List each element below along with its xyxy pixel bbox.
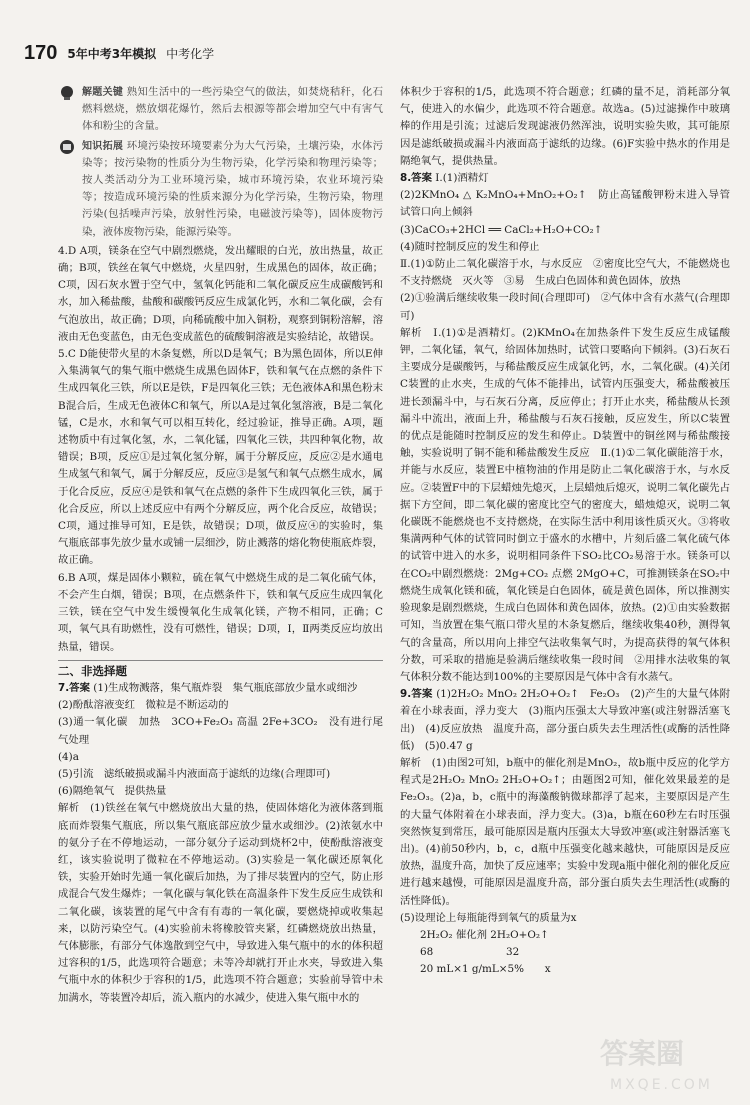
q8-part5: Ⅱ.(1)①防止二氧化碳溶于水，与水反应 ②密度比空气大，不能燃烧也不支持燃烧 灭火等 ③易 生成白色固体和黄色固体，放热	[400, 258, 730, 288]
q9-part5: (5)设理论上每瓶能得到氧气的质量为x	[400, 911, 577, 924]
tip-text: 熟知生活中的一些污染空气的做法，如焚烧秸秆，化石燃料燃烧，燃放烟花爆竹，然后去根源等都会增加空气中有害气体和粉尘的含量。	[82, 86, 383, 133]
section-title: 二、非选择题	[58, 660, 383, 680]
q7-part3: (3)通一氧化碳 加热 3CO+Fe₂O₃ 高温 2Fe+3CO₂ 没有进行尾气处理	[58, 716, 383, 746]
q9-mass-ratio: 68 32	[420, 946, 520, 959]
watermark-logo	[592, 1029, 742, 1099]
q8-part6: (2)①验满后继续收集一段时间(合理即可) ②气体中含有水蒸气(合理即可)	[400, 292, 730, 322]
answer-q5: 5.C D能使带火星的木条复燃，所以D是氧气；B为黑色固体，所以E伸入集满氧气的集气瓶中燃烧生成黑色固体F，铁和氧气在点燃的条件下生成四氧化三铁，所以E是铁，F是四氧化三铁；无色液体A和黑色粉末B混合后，生成无色液体C和氧气，所以A是过氧化氢溶液，B是二氧化锰，C是水，水和氧气可以相互转化，经过验证，推导正确。A项，题述物质中有过氧化氢，水，二氧化锰，四氧化三铁，共四种氧化物，故错误；B项，反应①是过氧化氢分解，属于分解反应，反应②是水通电生成氢气和氧气，属于分解反应，反应③是氢气和氧气点燃生成水，属于化合反应，反应④是铁和氧气在点燃的条件下生成四氧化三铁，属于化合反应，所以上述反应中有两个分解反应，两个化合反应，故错误；C项，通过推导可知，E是铁，故错误；D项，做反应④的实验时，集气瓶底部事先放少量水或铺一层细沙，防止溅落的熔化物使瓶底炸裂，故正确。	[58, 348, 383, 567]
q7-analysis-continued: 体积少于容积的1/5，此选项不符合题意；红磷的量不足，消耗部分氧气，使进入的水偏少，此选项不符合题意。故选a。(5)过滤操作中玻璃棒的作用是引流；过滤后发现滤液仍然浑浊，说明实验失败，其可能原因是滤纸破损或漏斗内液面高于滤纸的边缘。(6)F实验中热水的作用是隔绝氧气，提供热量。	[400, 86, 730, 167]
q7-label: 7.答案	[58, 681, 90, 694]
tip-label: 解题关键	[82, 87, 124, 98]
left-column	[58, 84, 383, 1007]
page-header	[24, 40, 214, 66]
tip-label: 知识拓展	[82, 140, 124, 152]
q7-part5: (5)引流 滤纸破损或漏斗内液面高于滤纸的边缘(合理即可)	[58, 767, 331, 780]
q7-analysis: 解析 (1)铁丝在氧气中燃烧放出大量的热，使固体熔化为液体落到瓶底而炸裂集气瓶底，所以集气瓶底部应放少量水或细沙。(2)浓氨水中的氨分子在不停地运动，一部分氨分子运动到烧杯2中，使酚酞溶液变红，该实验说明了微粒在不停地运动。(3)实验是一氧化碳还原氧化铁，实验开始时先通一氧化碳后加热，为了排尽装置内的空气，防止形成混合气发生爆炸；一氧化碳与氧化铁在高温条件下发生反应生成铁和二氧化碳，该装置的尾气中含有有毒的一氧化碳，要燃烧掉或收集起来，以防污染空气。(4)实验前未将橡胶管夹紧，红磷燃烧放出热量，气体膨胀，有部分气体逸散到空气中，导致进入集气瓶中的水的体积超过容积的1/5，此选项符合题意；未等冷却就打开止水夹，导致进入集气瓶中水的体积少于容积的1/5，此选项不符合题意；实验前导管中未加满水，等装置冷却后，流入瓶内的水减少，使进入集气瓶中水的	[58, 802, 383, 1004]
right-column	[400, 84, 741, 979]
q8-part4: (4)随时控制反应的发生和停止	[400, 240, 540, 253]
page-number: 170	[24, 41, 58, 64]
q7-part2: (2)酚酞溶液变红 微粒是不断运动的	[58, 699, 229, 712]
q7-part1: (1)生成物溅落，集气瓶炸裂 集气瓶底部放少量水或细沙	[93, 681, 358, 694]
q9-equation: 2H₂O₂ 催化剂 2H₂O+O₂↑	[420, 928, 549, 941]
q7-part4: (4)a	[58, 750, 79, 763]
subject-title: 中考化学	[166, 46, 215, 61]
tip-text: 环境污染按环境要素分为大气污染，土壤污染，水体污染等；按污染物的性质分为生物污染，化学污染和物理污染等；按人类活动分为工业环境污染，城市环境污染，农业环境污染等；按造成环境污染的性质来源分为化学污染，生物污染，物理污染(包括噪声污染，放射性污染，电磁波污染等)，固体废物污染，液体废物污染，能源污染等。	[82, 139, 383, 238]
lightbulb-icon	[58, 84, 76, 102]
q7-part6: (6)隔绝氧气 提供热量	[58, 785, 167, 798]
series-title: 5年中考3年模拟	[67, 46, 157, 61]
book-icon	[58, 138, 76, 156]
watermark-text: 答案圈	[600, 1037, 685, 1070]
answer-q6: 6.B A项，煤是固体小颗粒，硫在氧气中燃烧生成的是二氧化硫气体，不会产生白烟，错误；B项，在点燃条件下，铁和氧气反应生成四氧化三铁，镁在空气中发生缓慢氧化生成氧化镁，产物不相同，正确；C项，氧气具有助燃性，没有可燃性，错误；D项，Ⅰ，Ⅱ两类反应均放出热量，错误。	[58, 571, 383, 653]
q8-part3: (3)CaCO₃+2HCl ══ CaCl₂+H₂O+CO₂↑	[400, 223, 603, 236]
q8-label: 8.答案	[400, 172, 432, 185]
q9-answer: (1)2H₂O₂ MnO₂ 2H₂O+O₂↑ Fe₂O₃ (2)产生的大量气体附着在小球表面，浮力变大 (3)瓶内压强太大导致冲塞(或注射器活塞飞出) (4)反应放热 温度升高，部分蛋白质失去生理活性(或酶的活性降低) (5)0.47 g	[400, 688, 730, 752]
q9-quantities: 20 mL×1 g/mL×5% x	[420, 963, 551, 976]
answer-q4: 4.D A项，镁条在空气中剧烈燃烧，发出耀眼的白光，放出热量，故正确；B项，铁丝在氧气中燃烧，火星四射，生成黑色的固体，故正确；C项，因石灰水置于空气中，氢氧化钙能和二氧化碳反应生成碳酸钙和水，加入稀盐酸，盐酸和碳酸钙反应生成氯化钙，水和二氧化碳，会有气泡放出，故正确；D项，向稀硫酸中加入铜粉，观察到铜粉溶解，溶液由无色变蓝色，由无色变成蓝色的硫酸铜溶液是实验结论，故错误。	[58, 244, 383, 343]
tip-key-points	[58, 84, 383, 136]
q8-part1: Ⅰ.(1)酒精灯	[435, 172, 489, 185]
watermark-url: MXQE.COM	[610, 1077, 713, 1093]
q9-analysis: 解析 (1)由图2可知，b瓶中的催化剂是MnO₂，故b瓶中反应的化学方程式是2H₂O₂ MnO₂ 2H₂O+O₂↑；由题图2可知，催化效果最差的是Fe₂O₃。(2)a，b，c瓶中的海藻酸钠微球都浮了起来，主要原因是产生的大量气体附着在小球表面，浮力变大。(3)a，b瓶在60秒左右时压强突然恢复到常压，最可能原因是瓶内压强太大导致冲塞(或注射器活塞飞出)。(4)前50秒内，b，c，d瓶中压强变化越来越快，可能原因是反应放热，温度升高，加快了反应速率；实验中发现a瓶中催化剂的催化反应进行越来越慢，可能原因是温度升高，部分蛋白质失去生理活性(或酶的活性降低)。	[400, 756, 730, 907]
tip-knowledge-extension	[58, 138, 383, 241]
q9-label: 9.答案	[400, 688, 433, 701]
q8-part2: (2)2KMnO₄ △ K₂MnO₄+MnO₂+O₂↑ 防止高锰酸钾粉末进入导管 试管口向上倾斜	[400, 189, 741, 219]
q8-analysis: 解析 Ⅰ.(1)①是酒精灯。(2)KMnO₄在加热条件下发生反应生成锰酸钾，二氧化锰，氧气，给固体加热时，试管口要略向下倾斜。(3)石灰石主要成分是碳酸钙，与稀盐酸反应生成氯化钙，水，二氧化碳。(4)关闭C装置的止水夹，生成的气体不能排出，试管内压强变大，稀盐酸被压进长颈漏斗中，与石灰石分离，反应停止；打开止水夹，稀盐酸从长颈漏斗中流出，液面上升，稀盐酸与石灰石接触，反应发生，所以C装置的优点是能随时控制反应的发生和停止。D装置中的铜丝网与稀盐酸接触，实验说明了铜不能和稀盐酸发生反应 Ⅱ.(1)①二氧化碳能溶于水，并能与水反应，装置E中植物油的作用是防止二氧化碳溶于水，与水反应。②装置F中的下层蜡烛先熄灭，上层蜡烛后熄灭，说明二氧化碳先占据下方空间，即二氧化碳的密度比空气的密度大，蜡烛熄灭，说明二氧化碳既不能燃烧也不支持燃烧，在实际生活中利用该性质灭火。③将收集满两种气体的试管同时倒立于盛水的水槽中，片刻后盛二氧化硫气体的试管中进入的水多，说明相同条件下SO₂比CO₂易溶于水。镁条可以在CO₂中剧烈燃烧：2Mg+CO₂ 点燃 2MgO+C，可推测镁条在SO₂中燃烧生成氧化镁和硫，氧化镁是白色固体，硫是黄色固体，所以推测实验现象是剧烈燃烧，生成白色固体和黄色固体，放热。(2)①由实验数据可知，当放置在集气瓶口带火星的木条复燃后，继续收集40秒，测得氧气的含量高，所以用向上排空气法收集氧气时，为提高获得的氧气体积分数，可采取的措施是验满后继续收集一段时间 ②用排水法收集的氧气体积分数不能达到100%的主要原因是气体中含有水蒸气。	[400, 326, 730, 683]
